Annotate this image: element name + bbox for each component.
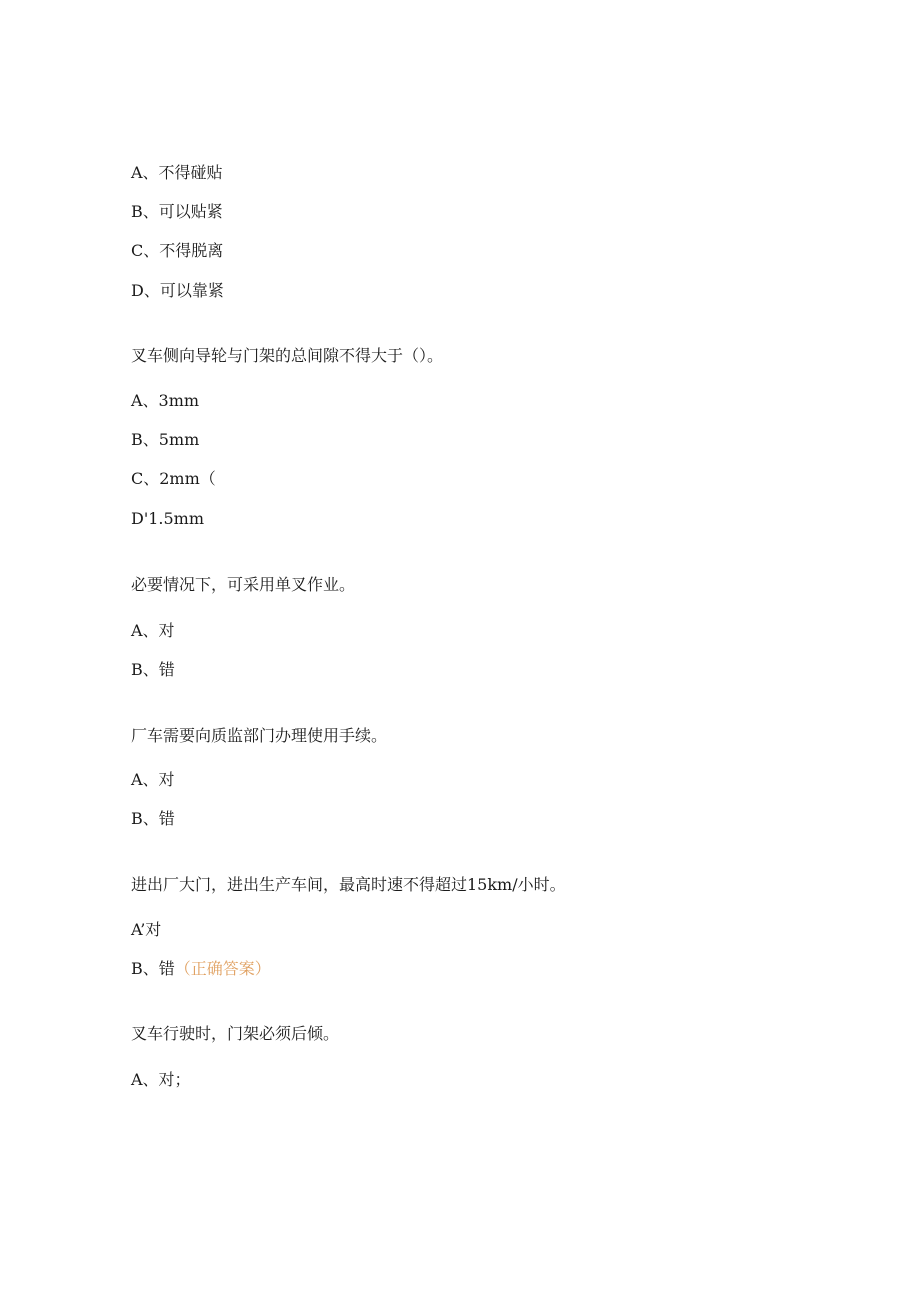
correct-answer-note: （正确答案） xyxy=(174,959,271,978)
option-b: B、5mm xyxy=(131,430,200,449)
question-text: 叉车侧向导轮与门架的总间隙不得大于（）。 xyxy=(131,346,444,365)
option-a: A、不得碰贴 xyxy=(131,163,223,182)
option-b xyxy=(131,959,271,979)
option-a: A’对 xyxy=(131,920,162,939)
option-d: D、可以靠紧 xyxy=(131,281,224,300)
question-text: 必要情况下，可采用单叉作业。 xyxy=(131,575,356,594)
option-b: B、错 xyxy=(131,660,175,679)
option-d: D'1.5mm xyxy=(131,509,205,528)
option-label: B、错 xyxy=(131,959,175,978)
option-b: B、错 xyxy=(131,809,175,828)
question-text: 厂车需要向质监部门办理使用手续。 xyxy=(131,726,388,745)
option-a: A、对 xyxy=(131,621,175,640)
option-a: A、对； xyxy=(131,1070,191,1089)
option-b: B、可以贴紧 xyxy=(131,202,223,221)
option-c: C、2mm（ xyxy=(131,469,216,488)
question-text: 叉车行驶时，门架必须后倾。 xyxy=(131,1024,340,1043)
option-a: A、对 xyxy=(131,770,175,789)
question-text: 进出厂大门，进出生产车间，最高时速不得超过15km∕小时。 xyxy=(131,875,566,894)
option-a: A、3mm xyxy=(131,391,200,410)
option-c: C、不得脱离 xyxy=(131,241,224,260)
